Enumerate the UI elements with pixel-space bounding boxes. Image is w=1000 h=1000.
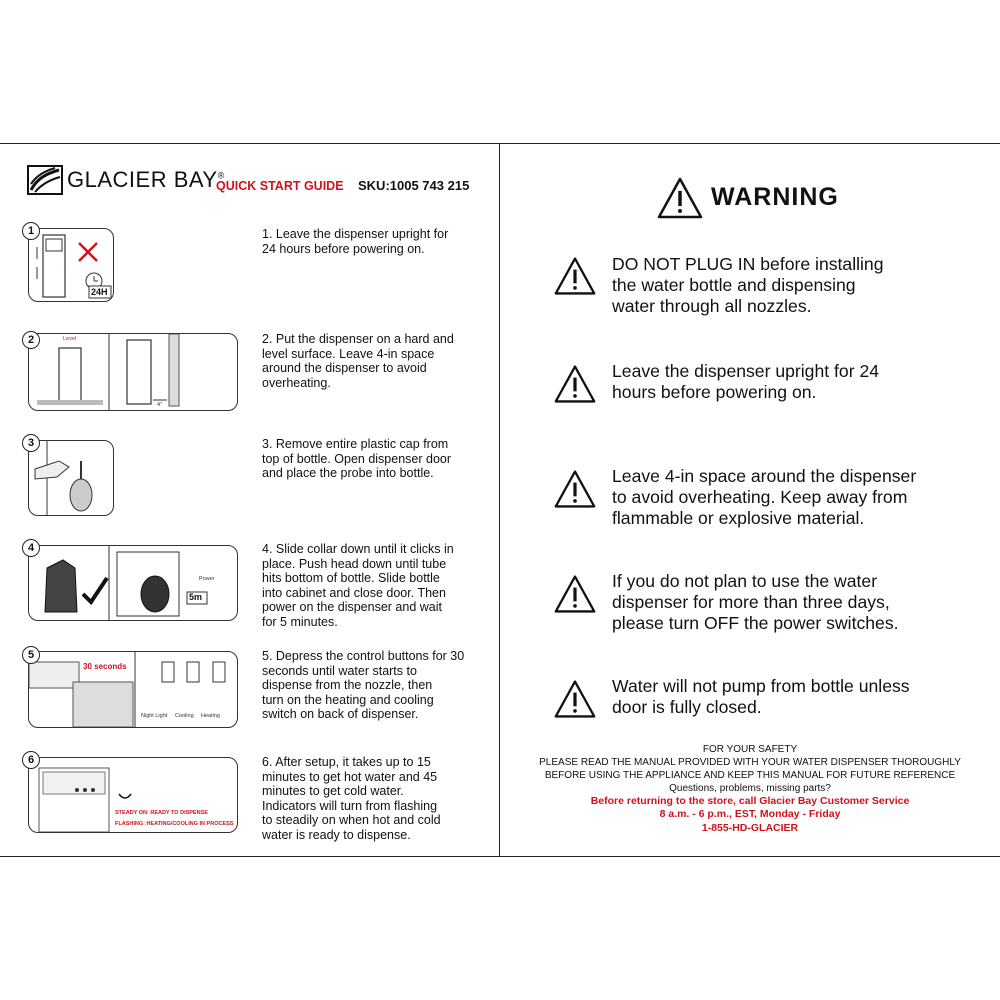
- step-4-figure: [28, 545, 238, 621]
- service-phone: 1-855-HD-GLACIER: [701, 822, 799, 834]
- warning-triangle-icon: [553, 572, 597, 616]
- step-5-text: 5. Depress the control buttons for 30 seconds until water starts to dispense from the nozzle, then turn on the heating and cooling switch on back of dispenser.: [262, 649, 465, 722]
- figure-label: 5m: [189, 592, 203, 602]
- step-3-figure: [28, 440, 114, 516]
- step-number: 2: [22, 331, 40, 349]
- step-2-text: 2. Put the dispenser on a hard and level surface. Leave 4-in space around the dispenser to avoid overheating.: [262, 332, 454, 390]
- warning-item: Water will not pump from bottle unless door is fully closed.: [612, 676, 910, 717]
- step-number: 6: [22, 751, 40, 769]
- step-1-figure: [28, 228, 114, 302]
- step-6-figure: [28, 757, 238, 833]
- step-number: 3: [22, 434, 40, 452]
- warning-triangle-icon: [656, 176, 704, 220]
- step-number: 1: [22, 222, 40, 240]
- figure-label: Heating: [201, 713, 220, 719]
- sku-label: SKU:1005 743 215: [358, 178, 470, 193]
- figure-label: Level: [63, 336, 77, 342]
- brand-logo: [27, 165, 225, 195]
- warning-triangle-icon: [553, 467, 597, 511]
- brand-name: GLACIER BAY®: [67, 167, 225, 192]
- figure-label: Night Light: [141, 713, 168, 719]
- step-5-figure: [28, 651, 238, 728]
- step-6-text: 6. After setup, it takes up to 15 minutes to get hot water and 45 minutes to get cold water. Indicators will turn from flashing to steadily on when hot and cold water is ready to dispense.: [262, 755, 441, 842]
- figure-label: STEADY ON: READY TO DISPENSE: [115, 810, 208, 816]
- warning-title: WARNING: [711, 183, 839, 211]
- safety-line: PLEASE READ THE MANUAL PROVIDED WITH YOUR WATER DISPENSER THOROUGHLY: [539, 757, 961, 768]
- customer-service-line: Before returning to the store, call Glacier Bay Customer Service: [590, 795, 910, 807]
- warning-item: If you do not plan to use the water dispenser for more than three days, please turn OFF the power switches.: [612, 571, 899, 633]
- glacier-bay-logo-icon: [27, 165, 63, 195]
- guide-title: QUICK START GUIDE: [216, 179, 344, 193]
- figure-label: 30 seconds: [83, 662, 127, 671]
- safety-heading: FOR YOUR SAFETY: [702, 744, 798, 755]
- figure-label: FLASHING: HEATING/COOLING IN PROCESS: [115, 821, 234, 827]
- safety-line: BEFORE USING THE APPLIANCE AND KEEP THIS MANUAL FOR FUTURE REFERENCE: [544, 770, 956, 781]
- figure-label: Power: [199, 576, 215, 582]
- step-1-text: 1. Leave the dispenser upright for 24 hours before powering on.: [262, 227, 449, 256]
- figure-label: 24H: [91, 287, 108, 297]
- safety-questions: Questions, problems, missing parts?: [669, 783, 831, 794]
- step-2-figure: [28, 333, 238, 411]
- step-number: 5: [22, 646, 40, 664]
- warning-triangle-icon: [553, 362, 597, 406]
- warning-triangle-icon: [553, 254, 597, 298]
- step-number: 4: [22, 539, 40, 557]
- step-4-text: 4. Slide collar down until it clicks in place. Push head down until tube hits bottom of bottle. Slide bottle into cabinet and close door. Then power on the dispenser and wait for 5 minutes.: [262, 542, 454, 629]
- warning-triangle-icon: [553, 677, 597, 721]
- service-hours: 8 a.m. - 6 p.m., EST, Monday - Friday: [659, 808, 841, 820]
- figure-label: Cooling: [175, 713, 194, 719]
- warning-item: Leave the dispenser upright for 24 hours before powering on.: [612, 361, 880, 402]
- warning-item: Leave 4-in space around the dispenser to avoid overheating. Keep away from flammable or explosive material.: [612, 466, 917, 528]
- figure-label: 4": [157, 402, 163, 408]
- warning-item: DO NOT PLUG IN before installing the water bottle and dispensing water through all nozzles.: [612, 254, 884, 316]
- step-3-text: 3. Remove entire plastic cap from top of bottle. Open dispenser door and place the probe into bottle.: [262, 437, 452, 481]
